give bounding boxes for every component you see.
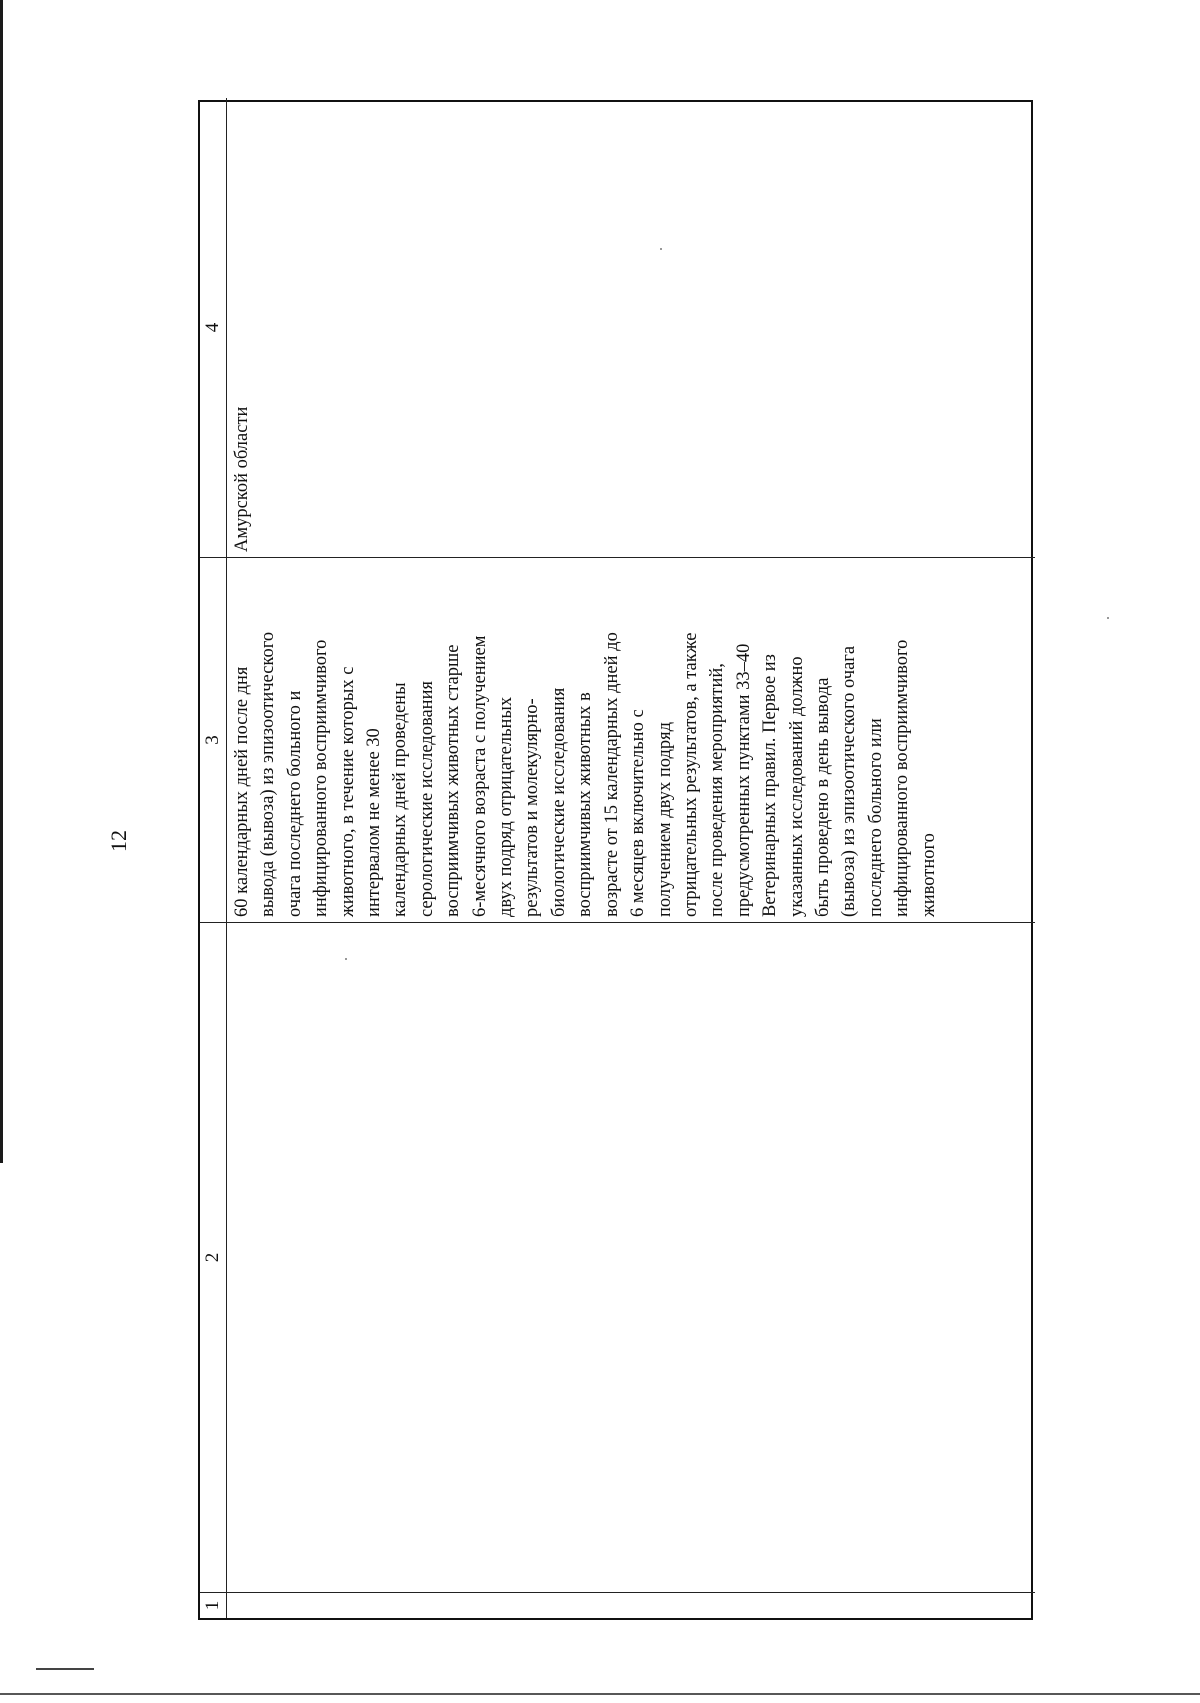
- text-line: после проведения мероприятий,: [707, 663, 728, 917]
- header-cell-3: 3: [200, 557, 227, 922]
- text-line: инфицированного восприимчивого: [311, 639, 332, 917]
- header-cell-1: 1: [200, 1592, 227, 1618]
- text-line: восприимчивых животных в: [575, 692, 596, 917]
- scan-speck: [1107, 617, 1109, 619]
- text-line: двух подряд отрицательных: [496, 696, 517, 917]
- text-line: календарных дней проведены: [390, 682, 411, 917]
- document-table-wrapper: [198, 100, 1033, 1620]
- text-line: получением двух подряд: [654, 721, 675, 917]
- text-line: последнего больного или: [865, 718, 886, 917]
- text-line: очага последнего больного и: [284, 690, 305, 917]
- text-line: биологические исследования: [548, 687, 569, 917]
- document-table: [198, 100, 1033, 1620]
- text-line: животного, в течение которых с: [337, 666, 358, 917]
- scan-mark: [36, 1668, 94, 1670]
- text-line: 6-месячного возраста с получением: [469, 635, 490, 917]
- text-line: Ветеринарных правил. Первое из: [760, 654, 781, 917]
- text-line: предусмотренных пунктами 33–40: [733, 643, 754, 917]
- text-line: инфицированного восприимчивого: [892, 639, 913, 917]
- row-1-col-3: [227, 557, 1035, 922]
- text-line: 60 календарных дней после дня: [232, 666, 252, 917]
- text-line: 6 месяцев включительно с: [628, 709, 649, 917]
- header-cell-2: 2: [200, 922, 227, 1592]
- text-line: интервалом не менее 30: [364, 728, 385, 917]
- text-line: указанных исследований должно: [786, 656, 807, 917]
- header-cell-4: 4: [200, 98, 227, 557]
- row-1-col-2: [227, 922, 1035, 1592]
- text-line: результатов и молекулярно-: [522, 698, 543, 917]
- text-line: вывода (вывоза) из эпизоотического: [258, 631, 279, 917]
- text-line: восприимчивых животных старше: [443, 644, 464, 917]
- page-number: 12: [106, 830, 131, 852]
- text-line: отрицательных результатов, а также: [680, 632, 701, 917]
- text-line: (вывоза) из эпизоотического очага: [839, 645, 860, 917]
- text-line: быть проведено в день вывода: [812, 677, 833, 917]
- row-1-col-4: [227, 98, 1035, 557]
- row-1-col-1: [227, 1592, 1035, 1618]
- scan-edge-bottom: [0, 1693, 1200, 1695]
- text-line: серологические исследования: [416, 681, 437, 917]
- text-line: животного: [918, 833, 939, 917]
- scan-edge-left: [0, 0, 3, 1163]
- text-line: возрасте от 15 календарных дней до: [601, 632, 622, 917]
- text-line: Амурской области: [232, 406, 252, 552]
